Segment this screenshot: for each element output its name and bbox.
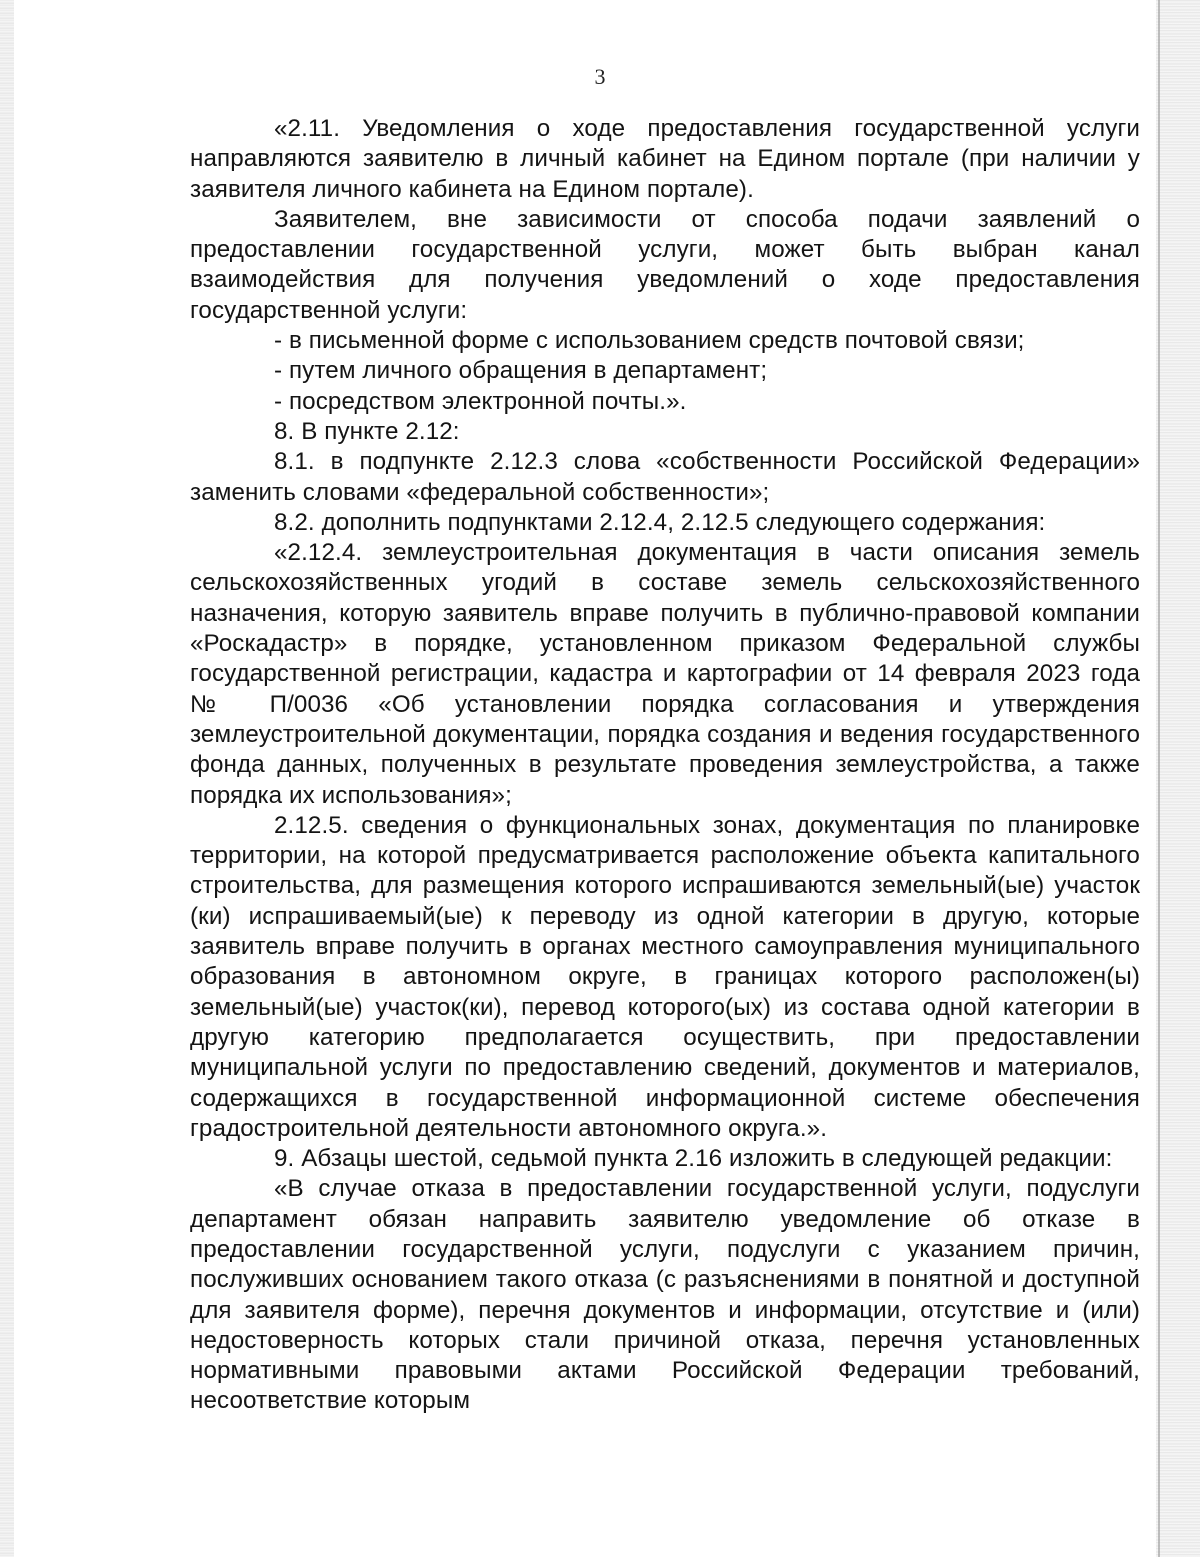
page-number: 3 xyxy=(594,64,606,89)
scan-edge-left xyxy=(0,0,14,1557)
scan-edge-line xyxy=(1158,0,1160,1557)
list-item-email: - посредством электронной почты.». xyxy=(274,387,687,415)
paragraph-item-8: 8. В пункте 2.12: xyxy=(274,417,460,445)
paragraph-notification-channel: Заявителем, вне зависимости от способа подачи заявлений о предоставлении государственной услуги, может быть выбран канал взаимодействия для получения уведомлений о ходе предоставления государственной услуги: xyxy=(190,205,1140,324)
list-item-personal-visit: - путем личного обращения в департамент; xyxy=(274,357,768,385)
paragraph-refusal: «В случае отказа в предоставлении государственной услуги, подуслуги департамент обязан направить заявителю уведомление об отказе в предоставлении государственной услуги, подуслуги с указанием причин, послуживших основанием такого отказа (с разъяснениями в понятной и доступной для заявителя форме), перечня документов и информации, отсутствие и (или) недостоверность которых стали причиной отказа, перечня установленных нормативными правовыми актами Российской Федерации требований, несоответствие которым xyxy=(190,1175,1140,1415)
paragraph-2-11: «2.11. Уведомления о ходе предоставления государственной услуги направляются заявителю в личный кабинет на Едином портале (при наличии у заявителя личного кабинета на Едином портале). xyxy=(190,115,1140,203)
paragraph-item-9: 9. Абзацы шестой, седьмой пункта 2.16 изложить в следующей редакции: xyxy=(274,1145,1113,1173)
document-body xyxy=(190,114,1140,1417)
list-item-postal: - в письменной форме с использованием средств почтовой связи; xyxy=(274,327,1025,355)
paragraph-2-12-4: «2.12.4. землеустроительная документация в части описания земель сельскохозяйственных угодий в составе земель сельскохозяйственного назначения, которую заявитель вправе получить в публично-правовой компании «Роскадастр» в порядке, установленном приказом Федеральной службы государственной регистрации, кадастра и картографии от 14 февраля 2023 года № П/0036 «Об установлении порядка согласования и утверждения землеустроительной документации, порядка создания и ведения государственного фонда данных, полученных в результате проведения землеустройства, а также порядка их использования»; xyxy=(190,539,1140,809)
scan-edge-right xyxy=(1156,0,1200,1557)
paragraph-item-8-2: 8.2. дополнить подпунктами 2.12.4, 2.12.5 следующего содержания: xyxy=(274,508,1046,536)
paragraph-item-8-1: 8.1. в подпункте 2.12.3 слова «собственности Российской Федерации» заменить словами «федеральной собственности»; xyxy=(190,448,1140,506)
paragraph-2-12-5: 2.12.5. сведения о функциональных зонах, документация по планировке территории, на которой предусматривается расположение объекта капитального строительства, для размещения которого испрашиваются земельный(ые) участок (ки) испрашиваемый(ые) к переводу из одной категории в другую, которые заявитель вправе получить в органах местного самоуправления муниципального образования в автономном округе, в границах которого расположен(ы) земельный(ые) участок(ки), перевод которого(ых) из состава одной категории в другую категорию предполагается осуществить, при предоставлении муниципальной услуги по предоставлению сведений, документов и материалов, содержащихся в государственной информационной системе обеспечения градостроительной деятельности автономного округа.». xyxy=(190,811,1140,1142)
